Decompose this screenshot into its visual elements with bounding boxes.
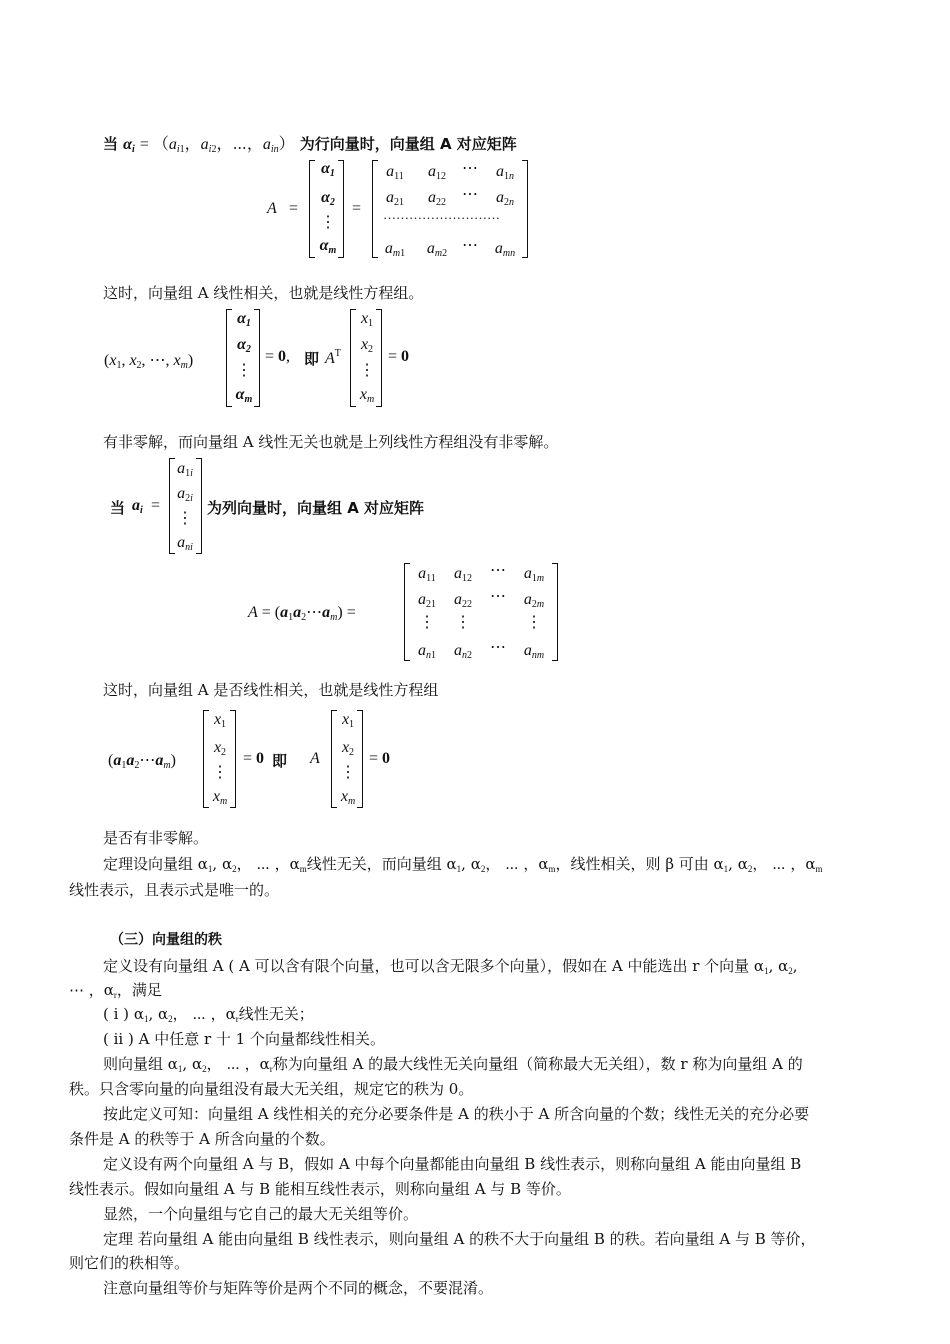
- matrix-entry: $a_{1n}$: [496, 163, 514, 182]
- cond1: ( i ) $\alpha_1$, $\alpha_2$， ⋯ ，$\alpha_r$线性无关；: [103, 1005, 314, 1024]
- vdots: ⋮: [526, 614, 542, 631]
- def2-line1: 定义设有两个向量组 A 与 B，假如 A 中每个向量都能由向量组 B 线性表示，则称向量组 A 能由向量组 B: [103, 1155, 802, 1173]
- row-case-intro: [103, 131, 517, 155]
- matrix-a-columns: $A = (a_1a_2\cdots a_m)$ =: [248, 604, 356, 623]
- col-entry: $a_{2i}$: [177, 485, 193, 504]
- theorem2-line2: 则它们的秩相等。: [69, 1254, 190, 1272]
- row-vector-x: ($x_1$, $x_2$, ⋯, $x_m$): [104, 352, 194, 371]
- matrix-entry: $a_{22}$: [454, 591, 472, 610]
- x-1: $x_1$: [213, 711, 227, 730]
- vdots: ⋮: [177, 510, 193, 527]
- alpha-m: $\alpha_m$: [319, 237, 337, 256]
- matrix-entry: $a_{22}$: [428, 189, 446, 208]
- vdots: ⋮: [419, 614, 435, 631]
- matrix-entry: $a_{11}$: [386, 163, 404, 182]
- def2-line2: 线性表示。假如向量组 A 与 B 能相互线性表示，则称向量组 A 与 B 等价。: [69, 1180, 571, 1198]
- note-line: 注意向量组等价与矩阵等价是两个不同的概念，不要混淆。: [103, 1279, 494, 1297]
- equals-zero: = 0: [243, 750, 265, 767]
- row-case-desc: 这时，向量组 A 线性相关，也就是线性方程组。: [103, 284, 424, 302]
- vdots: ⋮: [359, 362, 375, 379]
- alpha-m: $\alpha_m$: [235, 386, 253, 405]
- col-case-dang: 当: [110, 499, 126, 517]
- x-2: $x_2$: [341, 739, 355, 758]
- row-case-rest: 为行向量时，向量组 A 对应矩阵: [299, 135, 517, 153]
- def1-text: 定义设有向量组 A ( A 可以含有限个向量，也可以含无限多个向量），假如在 A 中能选出 r 个向量 α: [103, 957, 765, 975]
- x-2: $x_2$: [213, 739, 227, 758]
- vdots: ⋮: [455, 614, 471, 631]
- corollary-line1: 按此定义可知：向量组 A 线性相关的充分必要条件是 A 的秩小于 A 所含向量的个数；线性无关的充分必要: [103, 1105, 810, 1123]
- x-2: $x_2$: [360, 336, 374, 355]
- then-line1: 则向量组 $\alpha_1$, $\alpha_2$， ⋯ ，$\alpha_r$称为向量组 A 的最大线性无关向量组（简称最大无关组），数 r 称为向量组 A 的: [103, 1055, 803, 1074]
- matrix-entry: $a_{21}$: [386, 189, 404, 208]
- vdots: ⋮: [212, 764, 228, 781]
- alpha-2: $\alpha_2$: [237, 336, 251, 355]
- x-m: $x_m$: [359, 386, 375, 405]
- matrix-entry: $a_{n1}$: [418, 642, 436, 661]
- matrix-entry: $a_{2m}$: [523, 591, 545, 610]
- ji-word: 即: [272, 752, 288, 770]
- row-case-dang: 当: [103, 135, 119, 153]
- row-case-after: 有非零解，而向量组 A 线性无关也就是上列线性方程组没有非零解。: [103, 433, 559, 451]
- matrix-entry: ⋯: [462, 160, 478, 177]
- alpha-1: $\alpha_1$: [321, 160, 335, 179]
- theorem2-line1: 定理 若向量组 A 能由向量组 B 线性表示，则向量组 A 的秩不大于向量组 B 的秩。若向量组 A 与 B 等价，: [103, 1230, 816, 1248]
- def1-line2: ⋯ ，$\alpha_r$，满足: [69, 981, 162, 1000]
- matrix-entry: $a_{12}$: [428, 163, 446, 182]
- corollary-line2: 条件是 A 的秩等于 A 所含向量的个数。: [69, 1130, 335, 1148]
- matrix-entry: ⋯: [462, 186, 478, 203]
- col-entry: $a_{ni}$: [177, 534, 193, 553]
- matrix-entry: $a_{mn}$: [494, 240, 516, 259]
- matrix-entry: ⋯: [490, 639, 506, 656]
- alpha-i-symbol: $\alpha_i$: [123, 136, 135, 155]
- matrix-entry: $a_{m1}$: [384, 240, 406, 259]
- x-1: $x_1$: [360, 310, 374, 329]
- x-1: $x_1$: [341, 711, 355, 730]
- def1-tail: ，满足: [116, 981, 162, 999]
- alpha-1: $\alpha_1$: [237, 310, 251, 329]
- def1-line1: 定义设有向量组 A ( A 可以含有限个向量，也可以含无限多个向量），假如在 A 中能选出 r 个向量 $\alpha_1$, $\alpha_2$,: [103, 957, 798, 976]
- theorem1-part-a: 定理设向量组 α: [103, 855, 208, 873]
- theorem1-part-c: 线性相关，则 β 可由 α: [570, 855, 724, 873]
- cond1-label: ( i ): [103, 1005, 130, 1023]
- then-line2: 秩。只含零向量的向量组没有最大无关组，规定它的秩为 0。: [69, 1080, 474, 1098]
- then-part-a: 则向量组 α: [103, 1055, 178, 1073]
- equals-sign: =: [289, 200, 299, 217]
- ji-word: 即: [304, 350, 320, 368]
- row-vector-def: = （$a_{i1}$，$a_{i2}$，⋯，$a_{in}$）: [139, 136, 295, 155]
- equals-sign: =: [352, 200, 362, 217]
- equals-zero: = 0,: [265, 348, 291, 365]
- matrix-a-label-2: A: [310, 750, 320, 767]
- obvious-line: 显然，一个向量组与它自己的最大无关组等价。: [103, 1205, 419, 1223]
- theorem1-part-b: 线性无关，而向量组 α: [306, 855, 457, 873]
- matrix-entry: $a_{21}$: [418, 591, 436, 610]
- then-part-b: 称为向量组 A 的最大线性无关向量组（简称最大无关组），数 r 称为向量组 A 的: [272, 1055, 803, 1073]
- equals-zero: = 0: [369, 750, 391, 767]
- col-case-after: 是否有非零解。: [103, 829, 209, 847]
- cond2: ( ii ) A 中任意 r 十 1 个向量都线性相关。: [103, 1030, 385, 1048]
- matrix-entry: $a_{1m}$: [523, 565, 545, 584]
- x-m: $x_m$: [212, 788, 228, 807]
- matrix-entry: $a_{nm}$: [523, 642, 545, 661]
- matrix-entry: ⋯: [490, 588, 506, 605]
- matrix-a-label-1: A: [267, 200, 277, 217]
- matrix-entry: ⋯: [462, 237, 478, 254]
- col-entry: $a_{1i}$: [177, 460, 193, 479]
- vdots: ⋮: [320, 214, 336, 231]
- alpha-2: $\alpha_2$: [321, 189, 335, 208]
- theorem1-line1: 定理设向量组 $\alpha_1$, $\alpha_2$， ⋯ ，$\alpha_m$线性无关，而向量组 $\alpha_1$, $\alpha_2$， ⋯ ，$\alpha_m$，线性相关，则 β 可由 $\alpha_1$, $\alpha_2$， ⋯ ，$\alpha_m$: [103, 855, 823, 874]
- section-heading: （三）向量组的秩: [110, 932, 222, 948]
- matrix-entry: $a_{12}$: [454, 565, 472, 584]
- column-vectors-row: $(a_1a_2\cdots a_m)$: [108, 752, 176, 771]
- cond1-tail: 线性无关；: [238, 1005, 314, 1023]
- matrix-entry: $a_{m2}$: [426, 240, 448, 259]
- vdots: ⋮: [236, 362, 252, 379]
- matrix-entry: $a_{n2}$: [454, 642, 472, 661]
- bracket-left: [309, 160, 315, 258]
- matrix-entry: $a_{11}$: [418, 565, 436, 584]
- vdots: ⋮: [340, 764, 356, 781]
- matrix-entry: $a_{2n}$: [496, 189, 514, 208]
- x-m: $x_m$: [340, 788, 356, 807]
- equals-zero: = 0: [388, 348, 410, 365]
- a-i-symbol: $a_i$: [132, 497, 143, 516]
- col-case-rest: 为列向量时，向量组 A 对应矩阵: [207, 499, 425, 517]
- matrix-entry: ⋯: [490, 562, 506, 579]
- matrix-dotted-row: ………………………: [383, 207, 500, 222]
- a-transpose: $A^T$: [325, 348, 341, 367]
- equals-sign: =: [151, 497, 161, 514]
- theorem1-line2: 线性表示，且表示式是唯一的。: [69, 881, 280, 899]
- col-case-desc: 这时，向量组 A 是否线性相关，也就是线性方程组: [103, 681, 439, 699]
